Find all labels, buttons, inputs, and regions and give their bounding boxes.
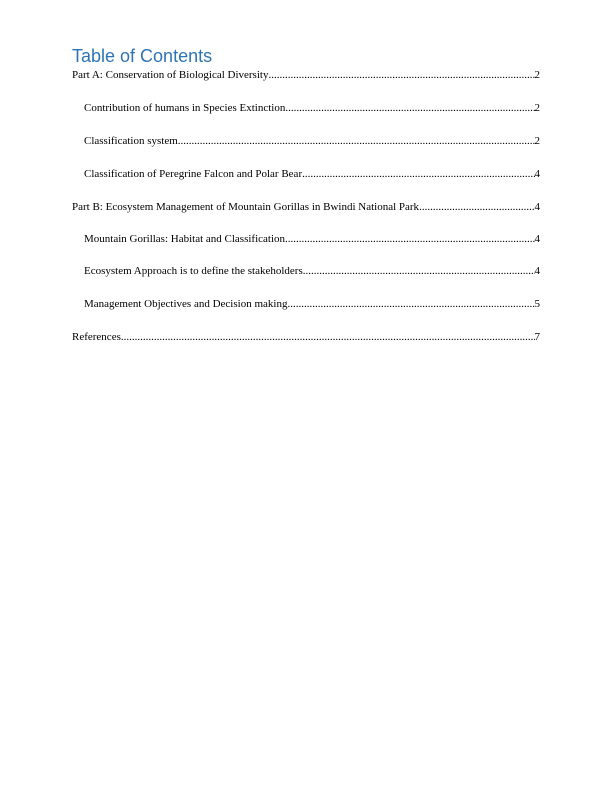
toc-page-number: 5 [534, 298, 540, 310]
toc-dot-leader [419, 200, 534, 214]
toc-entry-management-objectives[interactable] [84, 297, 540, 311]
toc-entry-text: Contribution of humans in Species Extinction [84, 102, 286, 114]
toc-entry-human-contribution[interactable] [84, 101, 540, 115]
toc-entry-part-a[interactable] [72, 68, 540, 82]
toc-entry-text: Part A: Conservation of Biological Diversity [72, 69, 269, 81]
toc-dot-leader [285, 101, 534, 115]
toc-entry-text: Classification of Peregrine Falcon and Polar Bear [84, 168, 303, 180]
toc-title: Table of Contents [72, 46, 213, 66]
toc-entry-falcon-polar-bear[interactable] [84, 167, 540, 181]
toc-page-number: 7 [534, 331, 540, 343]
toc-entry-ecosystem-approach[interactable] [84, 264, 540, 278]
toc-page-number: 4 [534, 201, 540, 213]
toc-page-number: 2 [534, 69, 540, 81]
toc-entry-part-b[interactable] [72, 200, 540, 214]
toc-entry-references[interactable] [72, 330, 540, 344]
toc-entry-classification-system[interactable] [84, 134, 540, 148]
toc-dot-leader [287, 297, 534, 311]
toc-dot-leader [268, 68, 534, 82]
toc-entry-text: References [72, 331, 121, 343]
toc-page-number: 2 [534, 135, 540, 147]
toc-dot-leader [303, 264, 535, 278]
toc-entry-text: Mountain Gorillas: Habitat and Classification [84, 233, 286, 245]
toc-page-number: 2 [534, 102, 540, 114]
toc-dot-leader [302, 167, 534, 181]
toc-dot-leader [121, 330, 535, 344]
toc-entry-text: Classification system [84, 135, 178, 147]
toc-entry-gorilla-habitat[interactable] [84, 232, 540, 246]
toc-entry-text: Management Objectives and Decision making [84, 298, 288, 310]
toc-page-number: 4 [534, 168, 540, 180]
toc-page-number: 4 [534, 265, 540, 277]
toc-entry-text: Part B: Ecosystem Management of Mountain Gorillas in Bwindi National Park [72, 201, 420, 213]
toc-page-number: 4 [534, 233, 540, 245]
toc-entry-text: Ecosystem Approach is to define the stakeholders [84, 265, 303, 277]
toc-dot-leader [285, 232, 534, 246]
toc-dot-leader [178, 134, 535, 148]
